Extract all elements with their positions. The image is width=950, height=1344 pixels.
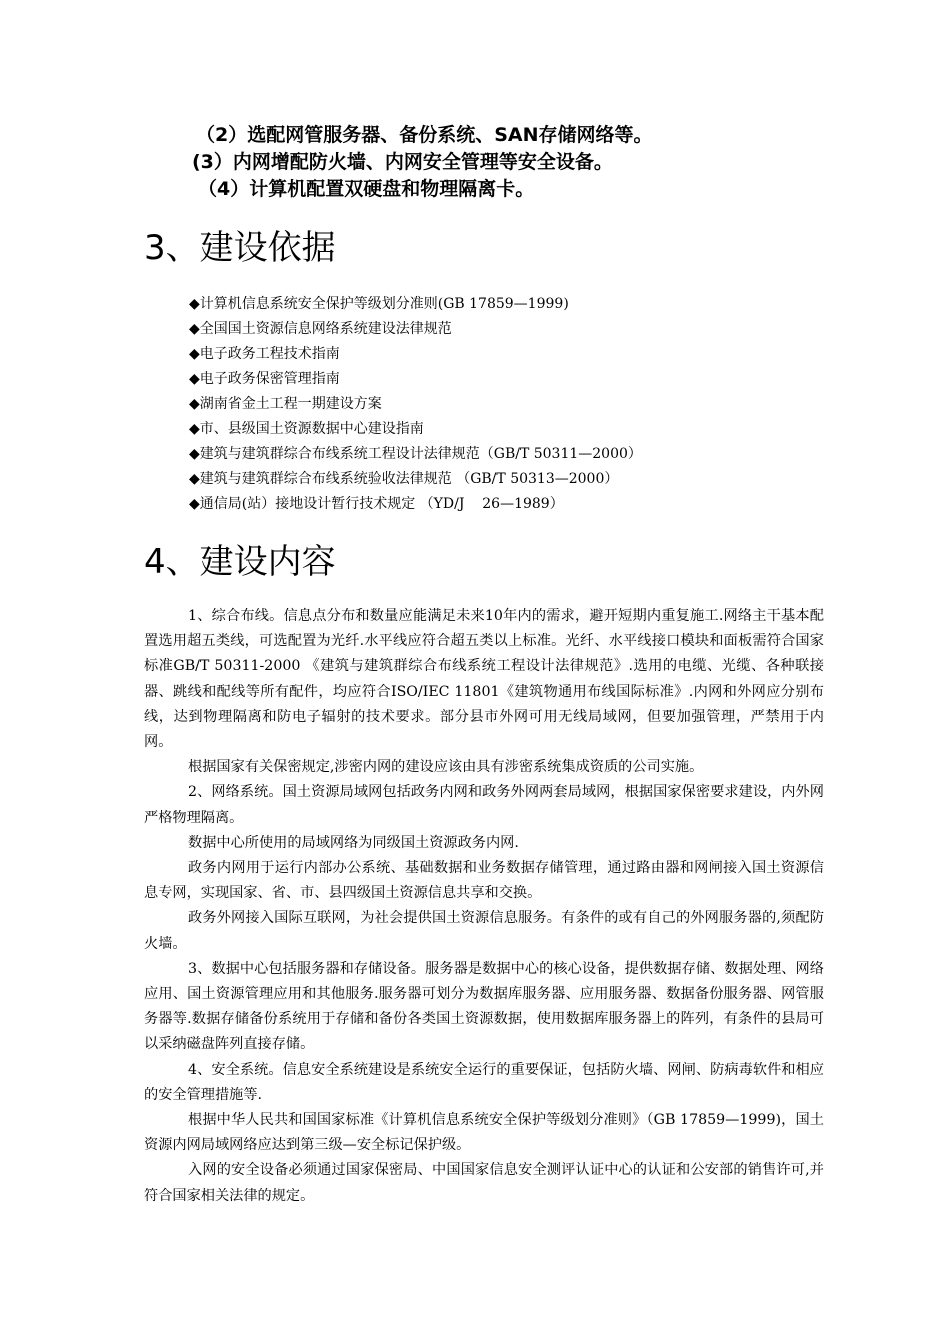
section-3-heading: 3、建设依据 (144, 228, 336, 268)
paragraph-network: 2、网络系统。国土资源局域网包括政务内网和政务外网两套局域网，根据国家保密要求建设，内外网严格物理隔离。 (144, 784, 824, 826)
basis-item: ◆电子政务保密管理指南 (189, 371, 340, 387)
basis-item: ◆计算机信息系统安全保护等级划分准则(GB 17859—1999) (189, 296, 569, 312)
basis-item: ◆电子政务工程技术指南 (189, 346, 340, 362)
config-item-2: （2）选配网管服务器、备份系统、SAN存储网络等。 (196, 124, 653, 146)
basis-item: ◆建筑与建筑群综合布线系统验收法律规范 （GB/T 50313—2000） (189, 471, 619, 487)
construction-basis-list (189, 292, 642, 517)
paragraph-datacenter-lan: 数据中心所使用的局域网络为同级国土资源政务内网. (188, 834, 519, 851)
config-item-3: (3）内网增配防火墙、内网安全管理等安全设备。 (192, 151, 613, 173)
basis-item: ◆通信局(站）接地设计暂行技术规定 （YD/J 26—1989） (189, 496, 564, 512)
basis-item: ◆市、县级国土资源数据中心建设指南 (189, 421, 424, 437)
construction-content (144, 604, 824, 1209)
section-4-heading: 4、建设内容 (144, 542, 336, 582)
basis-item: ◆建筑与建筑群综合布线系统工程设计法律规范（GB/T 50311—2000） (189, 446, 642, 462)
paragraph-security-system: 4、安全系统。信息安全系统建设是系统安全运行的重要保证，包括防火墙、网闸、防病毒软件和相应的安全管理措施等. (144, 1061, 824, 1103)
basis-item: ◆全国国土资源信息网络系统建设法律规范 (189, 321, 452, 337)
paragraph-certification: 入网的安全设备必须通过国家保密局、中国国家信息安全测评认证中心的认证和公安部的销售许可,并符合国家相关法律的规定。 (144, 1162, 824, 1204)
paragraph-cabling: 1、综合布线。信息点分布和数量应能满足未来10年内的需求，避开短期内重复施工.网络主干基本配置选用超五类线，可选配置为光纤.水平线应符合超五类以上标准。光纤、水平线接口模块和面板需符合国家标准GB/T 50311-2000 《建筑与建筑群综合布线系统工程设计法律规范》.选用的电缆、光缆、各种联接器、跳线和配线等所有配件，均应符合ISO/IEC 11801《建筑物通用布线国际标准》.内网和外网应分别布线，达到物理隔离和防电子辐射的技术要求。部分县市外网可用无线局域网，但要加强管理，严禁用于内网。 (144, 608, 824, 751)
paragraph-servers-storage: 3、数据中心包括服务器和存储设备。服务器是数据中心的核心设备，提供数据存储、数据处理、网络应用、国土资源管理应用和其他服务.服务器可划分为数据库服务器、应用服务器、数据备份服务器、网管服务器等.数据存储备份系统用于存储和备份各类国土资源数据，使用数据库服务器上的阵列，有条件的县局可以采纳磁盘阵列直接存储。 (144, 960, 824, 1053)
paragraph-internal-network: 政务内网用于运行内部办公系统、基础数据和业务数据存储管理，通过路由器和网闸接入国土资源信息专网，实现国家、省、市、县四级国土资源信息共享和交换。 (144, 860, 824, 902)
paragraph-external-network: 政务外网接入国际互联网，为社会提供国土资源信息服务。有条件的或有自己的外网服务器的,须配防火墙。 (144, 910, 824, 952)
paragraph-confidentiality: 根据国家有关保密规定,涉密内网的建设应该由具有涉密系统集成资质的公司实施。 (188, 759, 704, 776)
basis-item: ◆湖南省金土工程一期建设方案 (189, 396, 382, 412)
paragraph-security-standard: 根据中华人民共和国国家标准《计算机信息系统安全保护等级划分准则》（GB 17859—1999)，国土资源内网局域网络应达到第三级—安全标记保护级。 (144, 1112, 824, 1154)
config-item-4: （4）计算机配置双硬盘和物理隔离卡。 (198, 178, 535, 200)
